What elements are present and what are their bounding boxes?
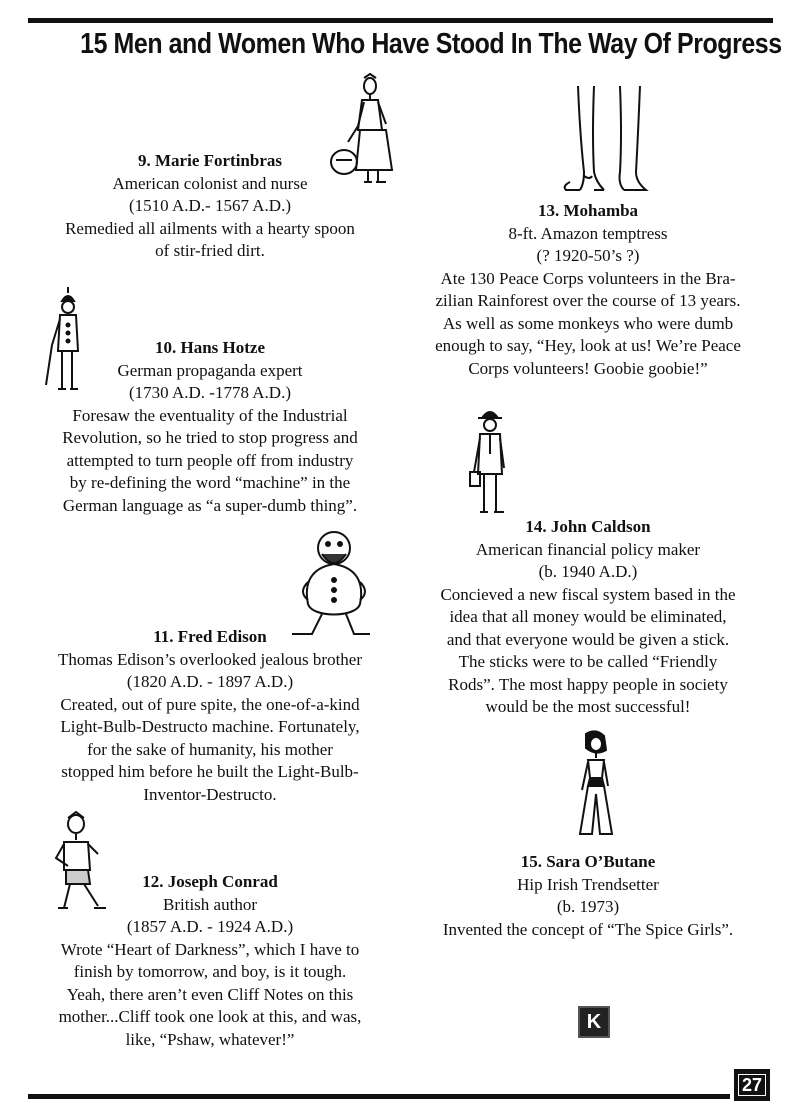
top-rule — [28, 18, 773, 23]
entry-line: Rods”. The most happy people in society — [448, 674, 728, 694]
entry-line: Concieved a new fiscal system based in the — [440, 584, 736, 604]
entry-line: Ate 130 Peace Corps volunteers in the Bra- — [440, 268, 736, 288]
entry-line: Revolution, so he tried to stop progress and — [62, 428, 358, 447]
entry-line: attempted to turn people off from industry — [66, 450, 354, 470]
entry-name: 9. Marie Fortinbras — [138, 151, 282, 170]
entry-line: 8-ft. Amazon temptress — [508, 223, 668, 243]
entry-line: (1510 A.D.- 1567 A.D.) — [129, 196, 291, 215]
page-number-text: 27 — [738, 1074, 766, 1096]
entry-line: The sticks were to be called “Friendly — [458, 652, 718, 671]
entry-14 — [398, 516, 778, 719]
entry-line: mother...Cliff took one look at this, and was, — [58, 1007, 362, 1026]
entry-line: Yeah, there aren’t even Cliff Notes on this — [66, 984, 354, 1004]
entry-12 — [30, 871, 390, 1051]
entry-name: 12. Joseph Conrad — [142, 872, 278, 891]
entry-line: and that everyone would be given a stick. — [446, 629, 730, 649]
entry-line: American financial policy maker — [475, 539, 701, 559]
entry-line: German language as “a super-dumb thing”. — [62, 495, 358, 515]
page-title: 15 Men and Women Who Have Stood In The Way Of Progress — [80, 28, 782, 60]
entry-line: (1857 A.D. - 1924 A.D.) — [126, 917, 294, 936]
entry-13 — [398, 200, 778, 380]
entry-line: stopped him before he built the Light-Bulb- — [61, 762, 359, 781]
entry-line: Thomas Edison’s overlooked jealous brother — [57, 649, 363, 669]
entry-line: zilian Rainforest over the course of 13 years. — [435, 291, 741, 310]
entry-name: 11. Fred Edison — [153, 627, 267, 646]
entry-10 — [30, 337, 390, 517]
entry-line: Remedied all ailments with a hearty spoon — [65, 218, 355, 238]
k-logo-icon: K — [578, 1006, 610, 1038]
entry-line: Corps volunteers! Goobie goobie!” — [468, 358, 708, 378]
page-number — [734, 1069, 770, 1101]
entry-name: 13. Mohamba — [537, 201, 639, 220]
entry-line: Invented the concept of “The Spice Girls”. — [442, 919, 734, 939]
entry-11 — [30, 626, 390, 806]
entry-line: (b. 1973) — [556, 897, 620, 916]
entry-line: American colonist and nurse — [112, 173, 308, 193]
giant-legs-icon — [560, 84, 660, 200]
entry-15 — [398, 851, 778, 941]
entry-line: by re-defining the word “machine” in the — [69, 473, 351, 492]
entry-line: Inventor-Destructo. — [143, 784, 277, 804]
entry-line: (? 1920-50’s ?) — [536, 246, 640, 265]
entry-name: 10. Hans Hotze — [154, 338, 266, 357]
entry-line: finish by tomorrow, and boy, is it tough. — [73, 962, 347, 981]
entry-line: Hip Irish Trendsetter — [517, 874, 659, 894]
entry-line: Light-Bulb-Destructo machine. Fortunately, — [60, 717, 360, 736]
entry-name: 14. John Caldson — [525, 517, 651, 536]
bottom-rule — [28, 1094, 730, 1099]
entry-line: German propaganda expert — [117, 360, 303, 380]
entry-line: (1730 A.D. -1778 A.D.) — [129, 383, 291, 402]
entry-line: Wrote “Heart of Darkness”, which I have to — [60, 939, 360, 959]
entry-line: British author — [163, 894, 257, 914]
entry-line: of stir-fried dirt. — [155, 241, 265, 260]
entry-9 — [30, 150, 390, 263]
entry-line: Created, out of pure spite, the one-of-a-kind — [60, 694, 360, 714]
businessman-figure-icon — [466, 408, 512, 520]
entry-line: would be the most successful! — [485, 697, 691, 716]
entry-line: (1820 A.D. - 1897 A.D.) — [126, 672, 294, 691]
entry-name: 15. Sara O’Butane — [520, 852, 656, 871]
entry-line: As well as some monkeys who were dumb — [442, 313, 734, 333]
entry-line: enough to say, “Hey, look at us! We’re Peace — [435, 336, 741, 355]
entry-line: for the sake of humanity, his mother — [87, 739, 333, 759]
entry-line: (b. 1940 A.D.) — [538, 562, 638, 581]
entry-line: idea that all money would be eliminated, — [449, 607, 727, 626]
trendsetter-figure-icon — [568, 730, 618, 838]
entry-line: like, “Pshaw, whatever!” — [125, 1029, 295, 1049]
entry-line: Foresaw the eventuality of the Industrial — [72, 405, 348, 425]
